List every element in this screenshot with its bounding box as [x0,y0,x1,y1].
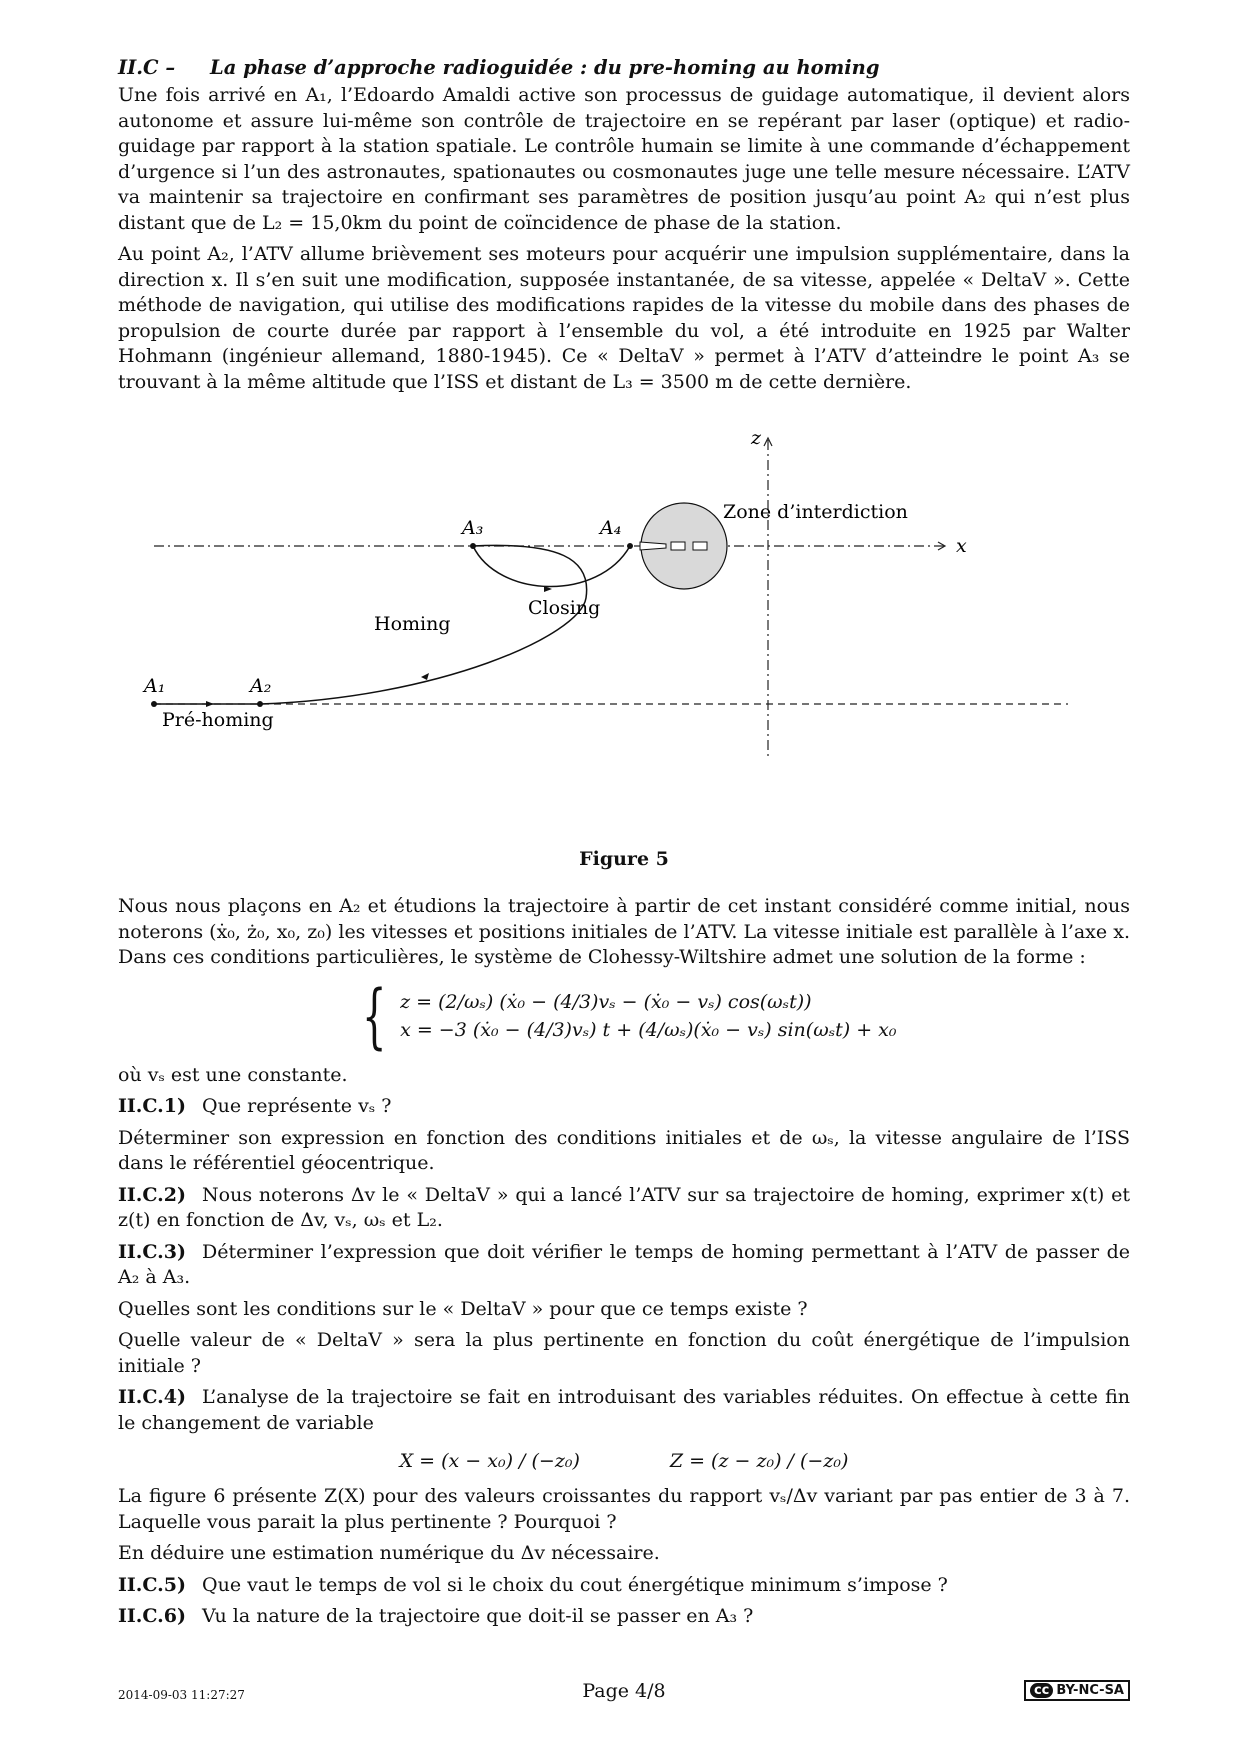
section-number: II.C – [118,56,176,79]
page-content [118,56,1130,1627]
equation-X: X = (x − x₀) / (−z₀) [399,1450,580,1472]
point-a4 [627,543,633,549]
post-figure-content [118,894,1130,1636]
label-a2: A₂ [250,675,272,697]
figure-5-diagram [118,418,1130,858]
question-item: Quelles sont les conditions sur le « DeltaV » pour que ce temps existe ? [118,1297,808,1320]
label-a4: A₄ [600,517,622,539]
system-brace: { [361,974,387,1057]
equation-Z: Z = (z − z₀) / (−z₀) [669,1450,849,1472]
cc-icon: cc [1030,1683,1053,1698]
license-badge[interactable] [1024,1680,1130,1701]
approach-cone [640,542,666,550]
label-a1: A₁ [144,675,166,697]
label-homing: Homing [374,613,451,635]
question-item: En déduire une estimation numérique du Δv nécessaire. [118,1542,660,1564]
prehoming-arrowhead [206,701,214,707]
question-item: II.C.4) L’analyse de la trajectoire se fait en introduisant des variables réduites. On effectue à cette fin le changement de variable [118,1386,1130,1434]
z-axis-label: z [751,427,762,449]
question-item: La figure 6 présente Z(X) pour des valeurs croissantes du rapport vₛ/Δv variant par pas entier de 3 à 7. Laquelle vous parait la plus pertinente ? Pourquoi ? [118,1485,1130,1533]
license-text: BY-NC-SA [1056,1683,1124,1698]
section-heading [118,56,1130,79]
point-a1 [151,701,157,707]
figure-caption: Figure 5 [579,848,669,870]
closing-curve [473,546,630,587]
page-footer [118,1680,1130,1710]
question-item: II.C.1) Que représente vₛ ? [118,1095,392,1117]
homing-arrowhead [421,673,429,680]
paragraph-4: où vₛ est une constante. [118,1063,348,1086]
paragraph-1: Une fois arrivé en A₁, l’Edoardo Amaldi active son processus de guidage automatique, il devient alors autonome et assure lui-même son contrôle de trajectoire en se repérant par laser (optique) et radio-guidage par rapport à la station spatiale. Le contrôle humain se limite à une commande d’échappement d’urgence si l’un des astronautes, spationautes ou cosmonautes juge une telle mesure nécessaire. L’ATV va maintenir sa trajectoire en confirmant ses paramètres de position jusqu’au point A₂ qui n’est plus distant que de L₂ = 15,0km du point de coïncidence de phase de la station. [118,84,1130,234]
question-list [118,1094,1130,1436]
question-list-2 [118,1484,1130,1630]
paragraph-3: Nous nous plaçons en A₂ et étudions la trajectoire à partir de cet instant considéré comme initial, nous noterons (ẋ₀, ż₀, x₀, z₀) les vitesses et positions initiales de l’ATV. La vitesse initiale est parallèle à l’axe x. Dans ces conditions particulières, le système de Clohessy-Wiltshire admet une solution de la forme : [118,895,1130,968]
question-item: II.C.3) Déterminer l’expression que doit vérifier le temps de homing permettant à l’ATV de passer de A₂ à A₃. [118,1240,1130,1288]
reduced-variables [118,1450,1130,1472]
question-item: Quelle valeur de « DeltaV » sera la plus pertinente en fonction du coût énergétique de l’impulsion initiale ? [118,1329,1130,1377]
section-title: La phase d’approche radioguidée : du pre-homing au homing [210,56,880,79]
equation-z: z = (2/ωₛ) (ẋ₀ − (4/3)vₛ − (ẋ₀ − vₛ) cos(ωₛt)) [400,990,812,1013]
question-item: II.C.2) Nous noterons Δv le « DeltaV » qui a lancé l’ATV sur sa trajectoire de homing, exprimer x(t) et z(t) en fonction de Δv, vₛ, ωₛ et L₂. [118,1183,1130,1231]
page-number: Page 4/8 [582,1680,666,1702]
question-item: Déterminer son expression en fonction des conditions initiales et de ωₛ, la vitesse angulaire de l’ISS dans le référentiel géocentrique. [118,1126,1130,1174]
label-prehoming: Pré-homing [162,709,274,731]
label-closing: Closing [528,597,601,619]
footer-date: 2014-09-03 11:27:27 [118,1688,245,1702]
label-zone: Zone d’interdiction [723,501,908,523]
question-item: II.C.6) Vu la nature de la trajectoire que doit-il se passer en A₃ ? [118,1605,754,1627]
paragraph-2: Au point A₂, l’ATV allume brièvement ses moteurs pour acquérir une impulsion supplémentaire, dans la direction x. Il s’en suit une modification, supposée instantanée, de sa vitesse, appelée « DeltaV ». Cette méthode de navigation, qui utilise des modifications rapides de la vitesse du mobile dans des phases de propulsion de courte durée par rapport à l’ensemble du vol, a été introduite en 1925 par Walter Hohmann (ingénieur allemand, 1880-1945). Ce « DeltaV » permet à l’ATV d’atteindre le point A₃ se trouvant à la même altitude que l’ISS et distant de L₃ = 3500 m de cette dernière. [118,243,1130,393]
question-item: II.C.5) Que vaut le temps de vol si le choix du cout énergétique minimum s’impose ? [118,1573,948,1596]
iss-module-2 [693,542,707,550]
label-a3: A₃ [462,517,484,539]
iss-module-1 [671,542,685,550]
clohessy-wiltshire-system [118,974,1130,1057]
equation-x: x = −3 (ẋ₀ − (4/3)vₛ) t + (4/ωₛ)(ẋ₀ − vₛ) sin(ωₛt) + x₀ [400,1018,897,1041]
x-axis-label: x [956,535,967,557]
